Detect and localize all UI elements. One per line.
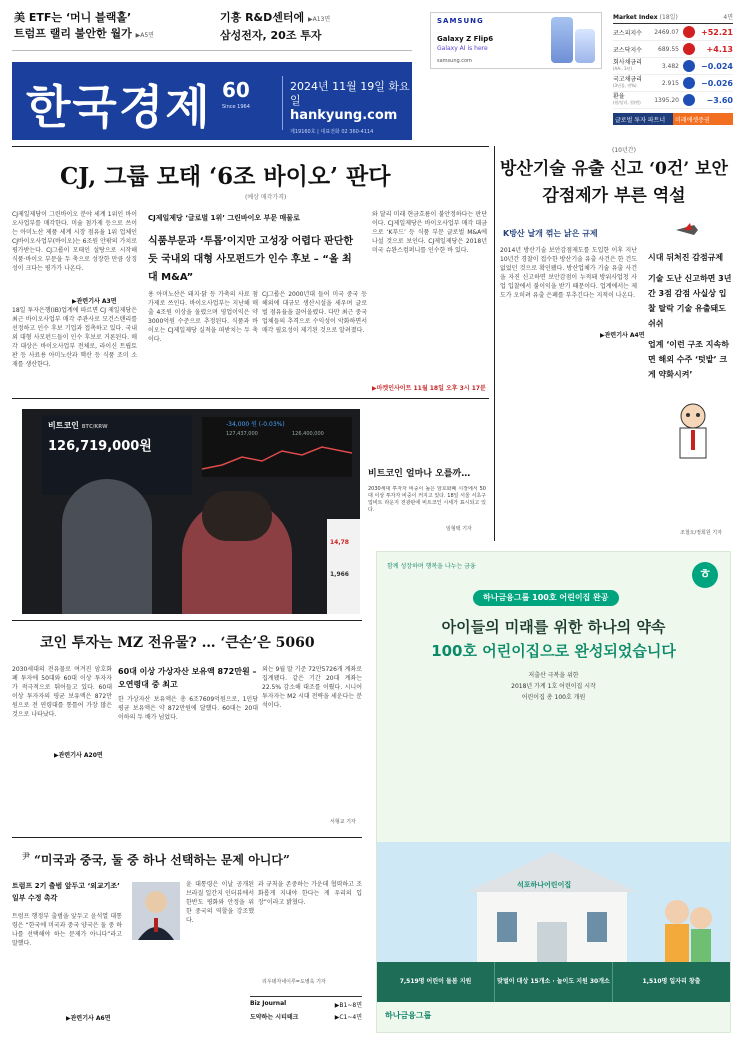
anniversary-logo: 60 <box>222 78 250 102</box>
samsung-ad[interactable] <box>430 12 602 69</box>
market-name: 회사채금리 <box>613 59 642 66</box>
section-guide <box>250 996 362 1020</box>
coin-headline[interactable]: 코인 투자는 MZ 전유물? … ‘큰손’은 5060 <box>40 635 315 651</box>
ad-center-lines <box>377 670 730 703</box>
ad-headline-2: 100호 어린이집으로 완성되었습니다 <box>431 642 676 660</box>
market-change: −3.60 <box>706 95 733 105</box>
right-body: 2014년 방산기술 보안감점제도를 도입한 이후 지난 10년간 경찰이 접수한 방산기술 유출 사건은 한 건도 없었던 것으로 확인됐다. 방산업체가 기술 유출 사건을 자진 신고하면 보안감점이 누적돼 방위사업청 사업 입찰에서 불이익을 받기 때문이다. 업계에서는 제도가 오히려 유출 은폐를 부추긴다는 지적이 나온다. <box>500 247 637 299</box>
anniversary-since: Since 1964 <box>222 104 250 110</box>
portrait-photo <box>132 882 180 940</box>
section-link[interactable] <box>250 1000 362 1009</box>
market-row <box>613 41 733 58</box>
masthead-title[interactable]: 한국경제 <box>26 80 212 134</box>
up-arrow-icon <box>683 43 695 55</box>
right-headline[interactable]: 방산기술 유출 신고 ‘0건’ 보안감점제가 부른 역설 <box>500 159 728 206</box>
ad-headline-1: 아이들의 미래를 위한 하나의 약속 <box>441 618 666 636</box>
market-value: 2.915 <box>661 79 679 87</box>
chart-screen <box>202 417 352 477</box>
quote-col3: 과 규칙을 존중하는 가운데 협력하고 조화롭게 지내야 한다는 게 우리의 입장”이라고 밝혔다. <box>258 881 362 906</box>
market-date: (18일) <box>659 14 678 21</box>
lead-headline[interactable]: CJ, 그룹 모태 ‘6조 바이오’ 판다 <box>60 163 391 190</box>
down-arrow-icon <box>683 60 695 72</box>
lead-deck: 식품부문과 ‘투톱’이지만 고성장 어렵다 판단한 듯 국내외 대형 사모펀드가 인수 후보 – “올 최대 M&A” <box>148 236 354 283</box>
person-hair <box>202 491 272 541</box>
issue-date: 2024년 11월 19일 화요일 <box>290 80 410 107</box>
down-arrow-icon <box>683 94 695 106</box>
screen-price-low: 127,437,000 <box>226 431 258 437</box>
section-label: 도약하는 시티테크 <box>250 1014 299 1021</box>
lead-byline[interactable]: ▶마켓인사이트 11월 18일 오후 3시 17분 <box>372 385 486 392</box>
screen-ticker: BTC/KRW <box>81 424 108 430</box>
right-kicker: K방산 날개 꺾는 낡은 규제 <box>503 229 598 238</box>
coin-col2: 한 가상자산 보유액은 총 6조7609억원으로, 1인당 평균 보유액은 약 872만원에 달했다. 60대는 20대 이하의 두 배가 넘었다. <box>118 696 258 721</box>
market-change: +52.21 <box>700 27 733 37</box>
ad-stat: 맞벌이 대상 15개소 · 놀이도 지원 30개소 <box>494 962 612 1002</box>
coin-col1: 2030세대의 전유물로 여겨진 암호화폐 투자에 50대와 60대 이상 투자자가 적극적으로 뛰어들고 있다. 60대 이상 투자자의 평균 보유액은 872만원으로 전 연령대를 통틀어 가장 많은 것으로 나타났다. <box>12 666 112 718</box>
market-name: 코스닥지수 <box>613 46 642 54</box>
jet-icon <box>676 222 698 236</box>
ad-stat: 7,519명 어린이 돌봄 지원 <box>399 978 472 985</box>
screen-price: 126,719,000원 <box>48 439 152 454</box>
lead-subnote: (예상 매각가격) <box>245 194 287 201</box>
teaser-more: ▶A13면 <box>308 16 331 23</box>
coin-byline: 서형교 기자 <box>330 819 356 825</box>
related-link[interactable]: ▶관련기사 A20면 <box>54 752 103 759</box>
cartoon-illustration <box>670 400 716 468</box>
market-value: 689.55 <box>658 45 679 53</box>
related-link[interactable]: ▶관련기사 A6면 <box>66 1015 111 1022</box>
market-sub: (AA-, 3년) <box>613 66 633 71</box>
ad-tagline: Galaxy AI is here <box>437 45 488 52</box>
market-index-panel <box>613 12 733 125</box>
teaser-more: ▶A5면 <box>135 32 154 39</box>
quote-sub: 트럼프 2기 출범 앞두고 ‘외교기조’ 일부 수정 촉각 <box>12 882 120 902</box>
section-label: Biz Journal <box>250 1000 287 1007</box>
children-photo <box>657 882 717 962</box>
market-title: Market Index <box>613 14 658 21</box>
market-value: 2469.07 <box>654 28 679 36</box>
photo-byline: 임형택 기자 <box>446 526 472 532</box>
phone-image <box>575 29 595 63</box>
teaser-text: 삼성전자, 20조 투자 <box>220 29 322 42</box>
market-row <box>613 75 733 92</box>
market-name: 코스피지수 <box>613 29 642 37</box>
lead-deck-kicker: CJ제일제당 ‘글로벌 1위’ 그린바이오 부문 매물로 <box>148 214 300 222</box>
market-value: 1395.20 <box>654 96 679 104</box>
ad-pill: 하나금융그룹 100호 어린이집 완공 <box>473 590 619 606</box>
right-sidebar <box>648 250 732 382</box>
market-change: −0.024 <box>700 61 733 71</box>
photo-caption-title: 비트코인 얼마나 오를까… <box>368 469 471 479</box>
sidebar-point: 업계 ‘이런 구조 지속하면 해외 수주 ‘텃밭’ 크게 약화시켜’ <box>648 340 729 379</box>
market-sub: (3년물, 연%) <box>613 83 637 88</box>
quote-byline: 리우데자네이루=도병욱 기자 <box>262 979 326 985</box>
ad-stats-bar <box>377 962 730 1002</box>
quote-marker: 尹 <box>22 852 30 861</box>
hana-logo-icon: ㅎ <box>692 562 718 588</box>
ad-product: Galaxy Z Flip6 <box>437 35 494 43</box>
order-book <box>327 519 360 614</box>
lead-col1: CJ제일제당이 그린바이오 분야 세계 1위인 바이오사업부를 매각한다. 미슐 첨가제 등으로 쓰이는 아미노산 제품 세계 시장 점유율 1위 업체인 CJ바이오사업부(바이오)는 6조원 안팎의 가치로 평가받는다. CJ그룹이 모태인 설탕으로 시작해 식품·바이오 부문을 두 축으로 성장한 만큼 상징성이 크다는 평가가 나온다. <box>12 211 137 272</box>
hana-ad[interactable] <box>376 551 731 1033</box>
bitcoin-photo[interactable] <box>22 409 360 614</box>
screen-title: 비트코인 <box>48 421 79 430</box>
down-arrow-icon <box>683 77 695 89</box>
ad-line: 2018년 가계 1호 어린이집 시작 <box>511 683 596 690</box>
related-link[interactable]: ▶관련기사 A3면 <box>72 298 117 305</box>
section-pages: ▶C1~4면 <box>334 1014 362 1021</box>
market-row <box>613 58 733 75</box>
market-row <box>613 92 733 109</box>
market-row <box>613 24 733 41</box>
house-sign: 석포하나어린이집 <box>517 881 572 889</box>
quote-col1: 트럼프 행정부 출범을 앞두고 윤석열 대통령은 “한국에 미국과 중국 양국은 둘 중 하나를 선택해야 하는 문제가 아니다”라고 말했다. <box>12 913 122 947</box>
person-silhouette <box>62 479 152 614</box>
photo-caption: 2030세대 투자자 비중이 높은 암호화폐 시장에서 50대 이상 투자자 비중이 커지고 있다. 18일 서울 서초구 업비트 라운지 전광판에 비트코인 시세가 표시되고 있다. <box>368 486 486 513</box>
market-change: +4.13 <box>706 44 733 54</box>
market-name: 환율 <box>613 93 625 100</box>
teaser-left[interactable] <box>14 10 154 44</box>
section-pages: ▶B1~8면 <box>334 1002 362 1009</box>
right-tag: (10년간) <box>612 147 636 154</box>
ad-line: 어린이집 총 100호 개원 <box>521 694 586 701</box>
sidebar-point: 기술 도난 신고하면 3년간 3점 감점 사실상 입찰 탈락 기술 유출돼도 쉬쉬 <box>648 274 732 328</box>
screen-change: -34,000 원 (-0.03%) <box>226 421 285 428</box>
ad-stat: 1,510명 일자리 창출 <box>612 962 730 1002</box>
market-value: 3.482 <box>661 62 679 70</box>
phone-image <box>551 17 573 63</box>
ad-line: 저출산 극복을 위한 <box>528 672 579 679</box>
site-url[interactable]: hankyung.com <box>290 108 398 123</box>
sponsor-brand[interactable]: 미래에셋증권 <box>673 113 733 125</box>
right-byline: 조철오/정희원 기자 <box>680 530 722 536</box>
lead-col4: CJ그룹은 2000년대 들어 미국 중국 등 해외에 대규모 생산시설을 세우며 글로벌 점유율을 끌어올렸다. 다만 최근 중국 업체들의 추격으로 수익성이 악화하면서 매각 필요성이 제기된 것으로 알려졌다. <box>262 291 367 334</box>
lead-col3: 용 아미노산은 돼지·닭 등 가축의 사료 첨가제로 쓰인다. 바이오사업부는 지난해 매출 4조원 이상을 올렸으며 영업이익은 약 3000억원 수준으로 추정된다. 식품과 바이오는 CJ제일제당 실적을 떠받치는 두 축이다. <box>148 291 258 343</box>
coin-deck: 60대 이상 가상자산 보유액 872만원 – 오연령대 중 최고 <box>118 667 257 689</box>
ad-top-small: 함께 성장하며 행복을 나누는 금융 <box>387 563 476 570</box>
teaser-text: 기흥 R&D센터에 <box>220 11 305 24</box>
sidebar-title: 시대 뒤처진 감점규제 <box>648 253 724 262</box>
coin-col3: 외는 9월 말 기준 72만5726개 계좌로 집계됐다. 같은 기간 20대 계좌는 22.5% 감소해 대조를 이뤘다. 시니어 투자자는 M2 시대 전략을 세운다는 분석이다. <box>262 666 362 709</box>
up-arrow-icon <box>683 26 695 38</box>
market-change: −0.026 <box>700 78 733 88</box>
lead-col5: 와 달리 미래 현금흐름이 불안정하다는 판단이다. CJ제일제당은 바이오사업부 매각 대금으로 ‘K푸드’ 등 식품 부문 글로벌 M&A에 나설 것으로 보인다. CJ제일제당은 2018년 미국 슈완스컴퍼니를 인수한 바 있다. <box>372 211 487 254</box>
market-sub: (원/달러, 원/엔) <box>613 100 641 105</box>
sponsor-label[interactable]: 글로벌 투자 파트너 <box>613 113 673 125</box>
section-link[interactable] <box>250 1012 362 1021</box>
orderbook-value: 14,78 <box>330 539 349 546</box>
orderbook-value: 1,966 <box>330 571 349 578</box>
teaser-text: 트럼프 랠리 불안한 월가 <box>14 27 132 40</box>
related-link[interactable]: ▶관련기사 A4면 <box>600 332 645 339</box>
quote-headline[interactable]: “미국과 중국, 둘 중 하나 선택하는 문제 아니다” <box>34 853 290 867</box>
market-name: 국고채금리 <box>613 76 642 83</box>
teaser-text: 美 ETF는 ‘머니 블랙홀’ <box>14 11 132 24</box>
ad-logo: 하나금융그룹 <box>385 1011 432 1020</box>
issue-line: 제19160호 | 대표전화 02 360-4114 <box>290 129 374 135</box>
lead-col2: 18일 투자은행(IB)업계에 따르면 CJ 제일제당은 최근 바이오사업부 매각 주관사로 모건스탠리를 선정하고 인수 후보 기업과 접촉하고 있다. 국내외 대형 사모펀드들이 인수 후보로 거론된다. 매각 대상은 바이오사업부 전체로, 라이신 트립토판 등 사료용 아미노산과 핵산 등 식품 조미 소재를 생산한다. <box>12 307 137 368</box>
screen-price-high: 126,400,000 <box>292 431 324 437</box>
ad-brand: SAMSUNG <box>437 17 484 25</box>
house-illustration <box>467 852 637 962</box>
ad-url: samsung.com <box>437 58 472 64</box>
quote-col2: 윤 대통령은 이날 공개된 브라질 일간지 인터뷰에서 한반도 평화와 안정을 위한 중국의 역할을 강조했다. <box>186 881 254 924</box>
teaser-right[interactable] <box>220 10 330 44</box>
market-page: 4면 <box>723 14 733 21</box>
